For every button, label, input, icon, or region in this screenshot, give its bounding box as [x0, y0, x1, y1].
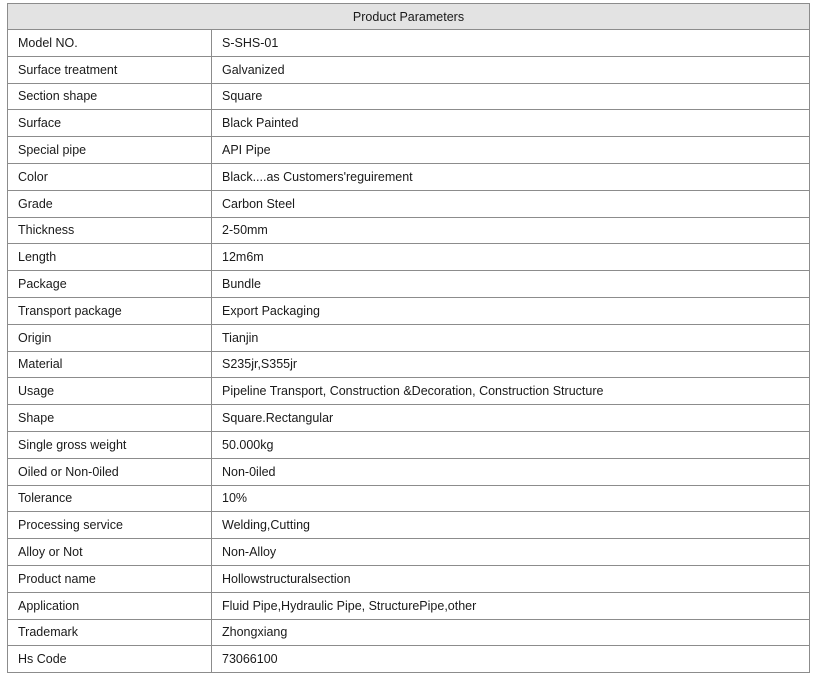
param-label: Surface [8, 110, 212, 137]
table-row [8, 30, 810, 57]
table-row [8, 163, 810, 190]
table-row [8, 137, 810, 164]
param-value: 50.000kg [212, 431, 810, 458]
table-row [8, 56, 810, 83]
table-row [8, 378, 810, 405]
table-row [8, 485, 810, 512]
param-label: Special pipe [8, 137, 212, 164]
param-value: Tianjin [212, 324, 810, 351]
param-label: Origin [8, 324, 212, 351]
param-value: S-SHS-01 [212, 30, 810, 57]
param-label: Grade [8, 190, 212, 217]
param-value: API Pipe [212, 137, 810, 164]
param-label: Application [8, 592, 212, 619]
table-title: Product Parameters [8, 4, 810, 30]
param-value: Export Packaging [212, 297, 810, 324]
table-row [8, 244, 810, 271]
param-label: Transport package [8, 297, 212, 324]
param-value: Non-Alloy [212, 539, 810, 566]
param-label: Model NO. [8, 30, 212, 57]
table-row [8, 646, 810, 673]
table-row [8, 458, 810, 485]
param-label: Thickness [8, 217, 212, 244]
param-label: Oiled or Non-0iled [8, 458, 212, 485]
param-value: 12m6m [212, 244, 810, 271]
param-label: Color [8, 163, 212, 190]
param-label: Surface treatment [8, 56, 212, 83]
table-row [8, 565, 810, 592]
param-value: Pipeline Transport, Construction &Decoration, Construction Structure [212, 378, 810, 405]
param-value: Hollowstructuralsection [212, 565, 810, 592]
param-label: Tolerance [8, 485, 212, 512]
param-label: Shape [8, 405, 212, 432]
param-label: Alloy or Not [8, 539, 212, 566]
table-header-row [8, 4, 810, 30]
table-row [8, 351, 810, 378]
product-parameters-table [7, 3, 810, 673]
param-value: Non-0iled [212, 458, 810, 485]
table-row [8, 83, 810, 110]
param-value: Fluid Pipe,Hydraulic Pipe, StructurePipe,other [212, 592, 810, 619]
param-value: 10% [212, 485, 810, 512]
table-row [8, 271, 810, 298]
table-row [8, 297, 810, 324]
table-row [8, 324, 810, 351]
param-label: Material [8, 351, 212, 378]
table-row [8, 512, 810, 539]
param-label: Product name [8, 565, 212, 592]
table-row [8, 405, 810, 432]
param-label: Section shape [8, 83, 212, 110]
param-value: Carbon Steel [212, 190, 810, 217]
param-value: Welding,Cutting [212, 512, 810, 539]
param-value: Galvanized [212, 56, 810, 83]
param-value: 2-50mm [212, 217, 810, 244]
param-value: Zhongxiang [212, 619, 810, 646]
param-label: Processing service [8, 512, 212, 539]
param-label: Trademark [8, 619, 212, 646]
param-label: Length [8, 244, 212, 271]
table-row [8, 190, 810, 217]
table-row [8, 431, 810, 458]
param-value: Square.Rectangular [212, 405, 810, 432]
param-label: Single gross weight [8, 431, 212, 458]
param-value: Black Painted [212, 110, 810, 137]
param-label: Usage [8, 378, 212, 405]
param-label: Hs Code [8, 646, 212, 673]
table-row [8, 217, 810, 244]
param-value: Black....as Customers'reguirement [212, 163, 810, 190]
param-label: Package [8, 271, 212, 298]
table-row [8, 539, 810, 566]
param-value: Bundle [212, 271, 810, 298]
param-value: S235jr,S355jr [212, 351, 810, 378]
table-row [8, 110, 810, 137]
param-value: 73066100 [212, 646, 810, 673]
table-row [8, 592, 810, 619]
table-row [8, 619, 810, 646]
param-value: Square [212, 83, 810, 110]
